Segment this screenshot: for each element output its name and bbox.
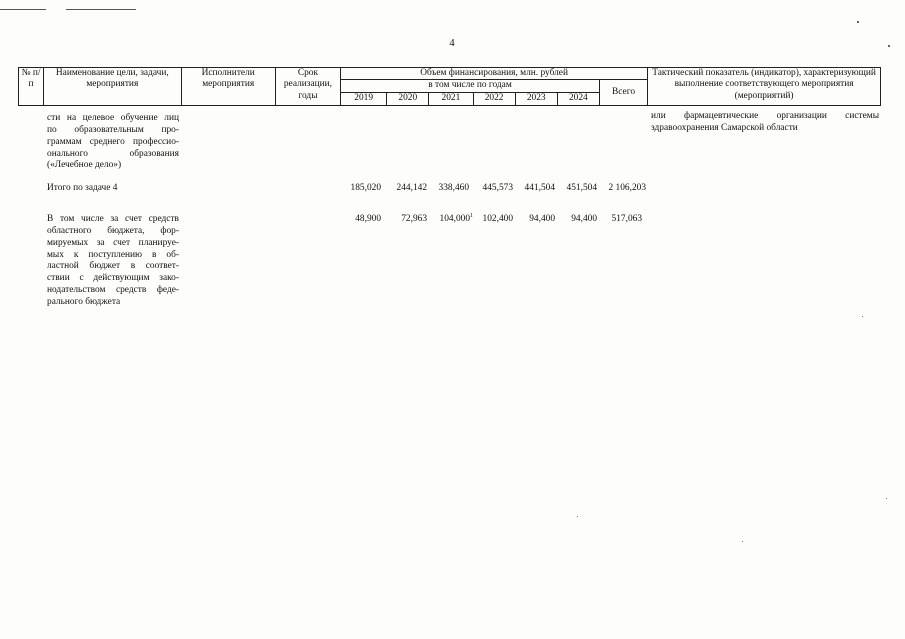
financing-table-header [18, 67, 881, 106]
header-col-total: Всего [599, 80, 647, 105]
scan-artifact-line [0, 9, 46, 10]
text-line: или фармацевтические организации системы [651, 111, 879, 121]
text-line: («Лечебное дело») [47, 160, 122, 171]
text-line: ластной бюджет в соответ- [47, 261, 179, 272]
header-col-term: Срок реализации, годы [275, 68, 340, 106]
header-year-2020: 2020 [387, 92, 429, 105]
regional-budget-2019: 48,900 [355, 214, 381, 224]
regional-budget-label [47, 214, 179, 309]
header-col-financing: Объем финансирования, млн. рублей [341, 68, 648, 80]
text-line: граммам среднего профессио- [47, 136, 179, 147]
total-task4-2024: 451,504 [566, 183, 597, 193]
text-line: сти на целевое обучение лиц [47, 113, 179, 123]
regional-budget-2024: 94,400 [571, 214, 597, 224]
total-task4-2021: 338,460 [438, 183, 469, 193]
text-line: здравоохранения Самарской области [651, 122, 798, 133]
total-task4-total: 2 106,203 [608, 183, 646, 193]
text-line: рального бюджета [47, 296, 121, 307]
regional-budget-2021 [440, 214, 473, 225]
text-line: ствии с действующим зако- [47, 273, 179, 284]
regional-budget-2023: 94,400 [529, 214, 555, 224]
text-line: мируемых за счет планируе- [47, 237, 179, 248]
header-year-2021: 2021 [429, 92, 473, 105]
header-col-executors: Исполнители мероприятия [181, 68, 275, 106]
header-year-2019: 2019 [341, 92, 387, 105]
text-line: мых к поступлению в об- [47, 249, 179, 260]
total-task4-label [47, 183, 179, 195]
footnote-mark: 1 [470, 212, 473, 219]
page-number: 4 [449, 38, 455, 49]
text-line: нодательством средств феде- [47, 285, 179, 296]
text-line: областного бюджета, фор- [47, 225, 179, 236]
header-col-indicator: Тактический показатель (индикатор), характеризующий выполнение соответствующего мероприятия (мероприятий) [648, 68, 881, 106]
total-task4-2019: 185,020 [350, 183, 381, 193]
text-line: Итого по задаче 4 [47, 183, 118, 193]
regional-budget-2020: 72,963 [401, 214, 427, 224]
scan-speck [857, 21, 859, 23]
scan-speck [577, 516, 578, 517]
total-task4-2022: 445,573 [482, 183, 513, 193]
text-line: В том числе за счет средств [47, 214, 179, 224]
header-col-by-years: в том числе по годам [341, 80, 600, 92]
continuation-indicator-cell [651, 111, 879, 135]
header-year-2023: 2023 [515, 92, 557, 105]
scan-speck [742, 541, 743, 542]
header-year-2022: 2022 [473, 92, 515, 105]
continuation-name-cell [47, 113, 179, 172]
regional-budget-2022: 102,400 [482, 214, 513, 224]
scan-speck [888, 45, 890, 47]
total-task4-2020: 244,142 [396, 183, 427, 193]
scan-artifact-line [66, 9, 136, 10]
text-line: по образовательным про- [47, 124, 179, 135]
text-line: онального образования [47, 148, 179, 159]
scan-speck [862, 316, 863, 317]
header-col-number: № п/п [19, 68, 44, 106]
regional-budget-2021-value: 104,000 [439, 214, 470, 224]
header-col-name: Наименование цели, задачи, мероприятия [44, 68, 181, 106]
header-year-2024: 2024 [557, 92, 599, 105]
total-task4-2023: 441,504 [524, 183, 555, 193]
scan-speck [886, 498, 887, 499]
regional-budget-total: 517,063 [611, 214, 642, 224]
